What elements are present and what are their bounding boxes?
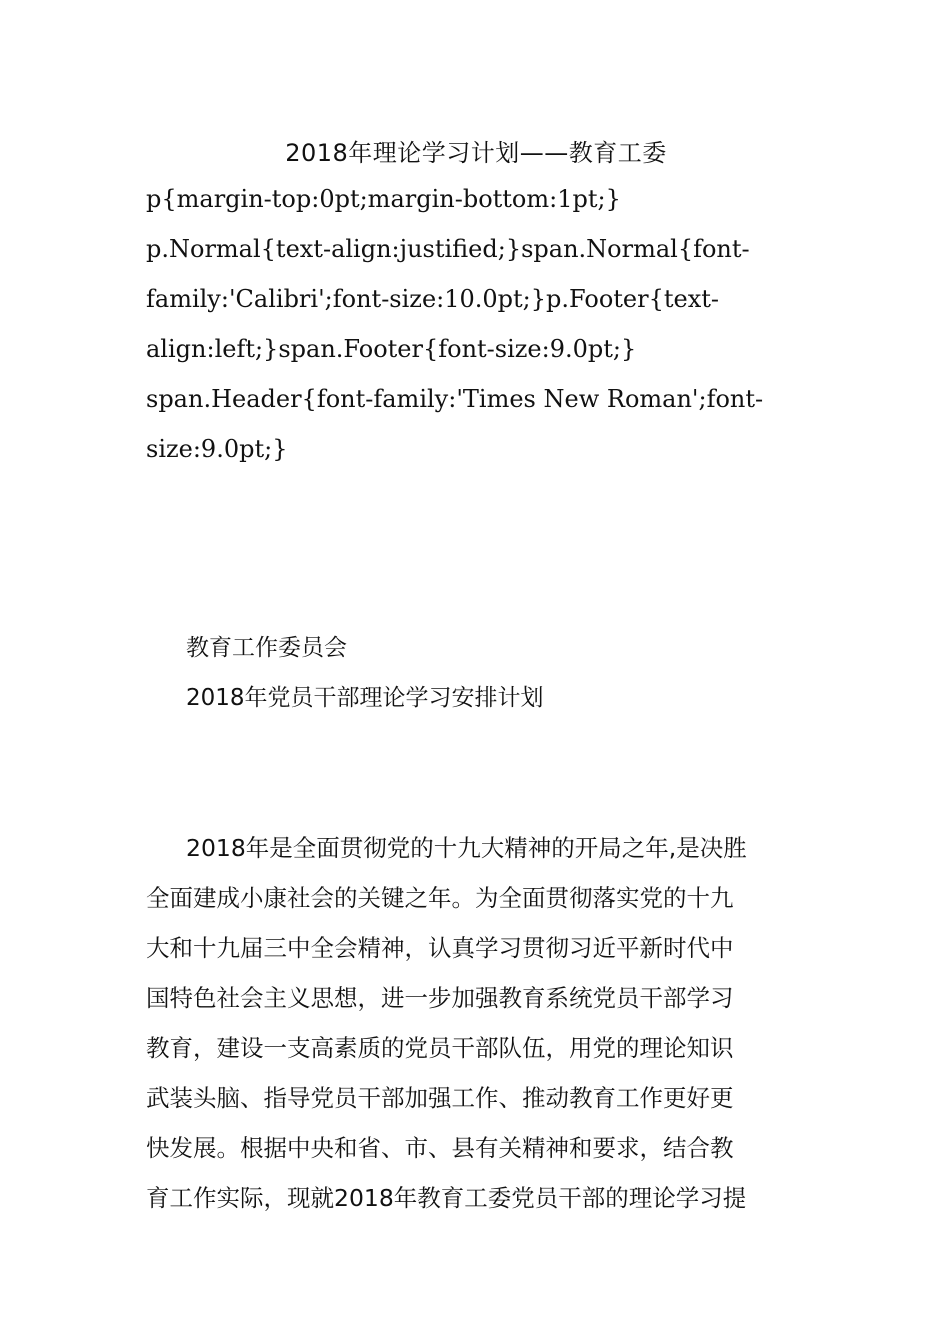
- organization-name: 教育工作委员会: [186, 635, 347, 661]
- css-line: family:'Calibri';font-size:10.0pt;}p.Footer{text-: [146, 285, 719, 313]
- plan-subtitle: 2018年党员干部理论学习安排计划: [186, 685, 544, 711]
- css-line: size:9.0pt;}: [146, 435, 288, 463]
- css-line: align:left;}span.Footer{font-size:9.0pt;}: [146, 335, 637, 363]
- css-style-text: [146, 174, 816, 474]
- paragraph-line: 全面建成小康社会的关键之年。为全面贯彻落实党的十九: [146, 884, 734, 912]
- paragraph-line: 国特色社会主义思想，进一步加强教育系统党员干部学习: [146, 984, 734, 1012]
- body-paragraph: [146, 823, 816, 1223]
- paragraph-line: 武装头脑、指导党员干部加强工作、推动教育工作更好更: [146, 1084, 734, 1112]
- paragraph-line: 2018年是全面贯彻党的十九大精神的开局之年,是决胜: [186, 834, 747, 862]
- css-line: p{margin-top:0pt;margin-bottom:1pt;}: [146, 185, 621, 213]
- paragraph-line: 育工作实际，现就2018年教育工委党员干部的理论学习提: [146, 1184, 747, 1212]
- css-line: span.Header{font-family:'Times New Roman';font-: [146, 385, 764, 413]
- paragraph-line: 大和十九届三中全会精神，认真学习贯彻习近平新时代中: [146, 934, 734, 962]
- document-title: 2018年理论学习计划——教育工委: [285, 139, 667, 167]
- paragraph-line: 教育，建设一支高素质的党员干部队伍，用党的理论知识: [146, 1034, 734, 1062]
- css-line: p.Normal{text-align:justified;}span.Normal{font-: [146, 235, 750, 263]
- paragraph-line: 快发展。根据中央和省、市、县有关精神和要求，结合教: [146, 1134, 734, 1162]
